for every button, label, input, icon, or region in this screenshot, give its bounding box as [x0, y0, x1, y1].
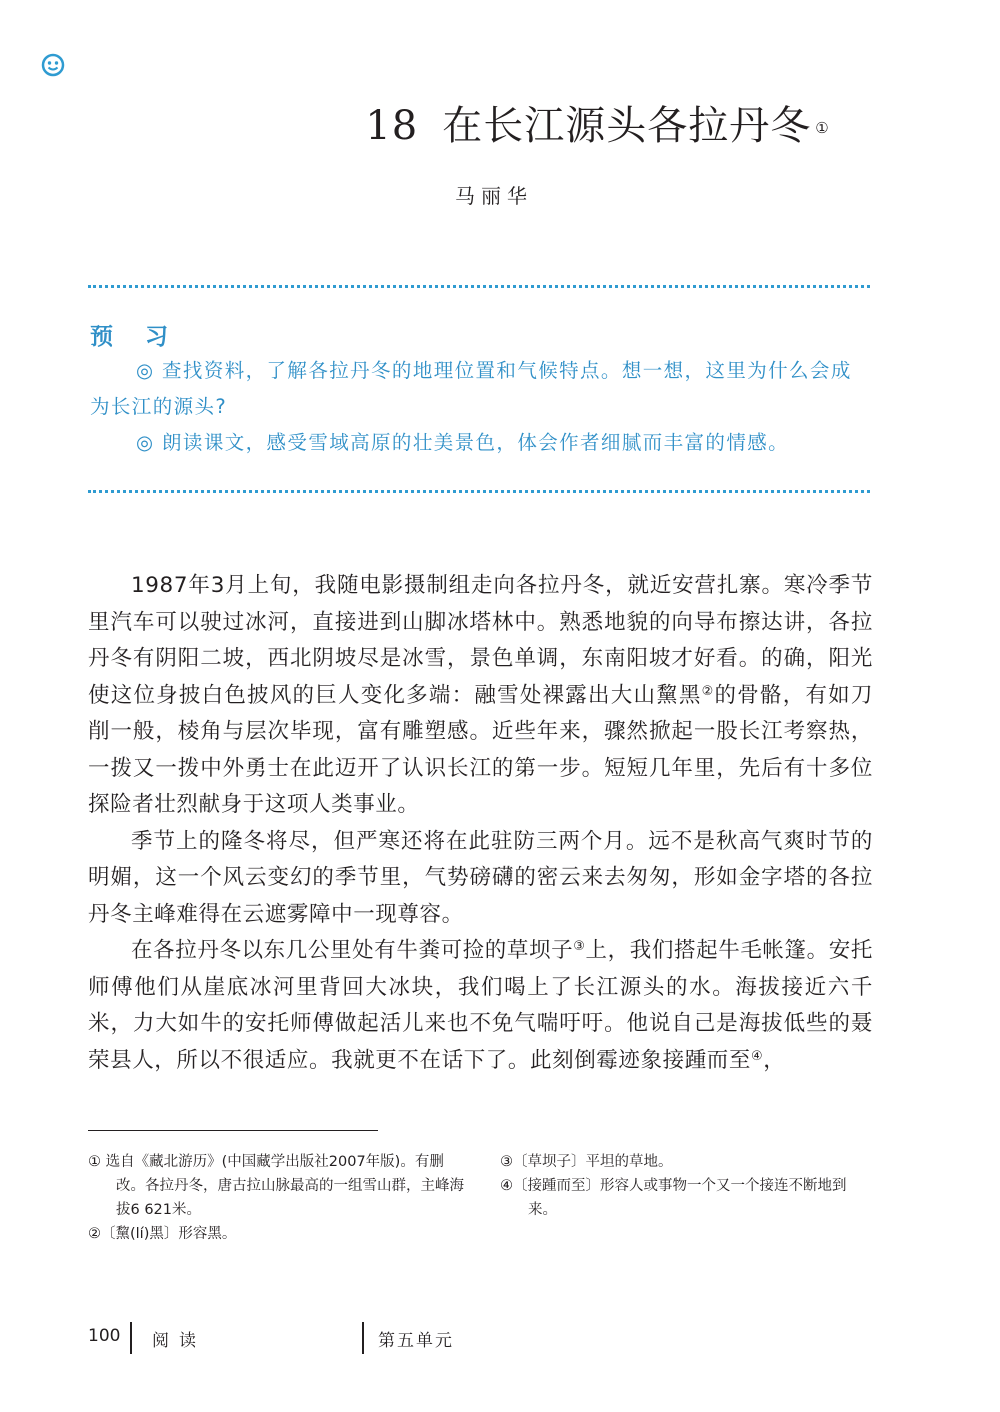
paragraph-text: 上，我们搭起牛毛帐篷。安托师傅他们从崖底冰河里背回大冰块，我们喝上了长江源头的水。海拔接近六千米，力大如牛的安托师傅做起活儿来也不免气喘吁吁。他说自己是海拔低些的聂荣县人，所以不很适应。我就更不在话下了。此刻倒霉迹象接踵而至: [88, 938, 873, 1073]
paragraph-text: 在各拉丹冬以东几公里处有牛粪可捡的草坝子: [131, 938, 574, 963]
preview-heading: 预 习: [90, 324, 181, 350]
page-number: 100: [88, 1326, 121, 1346]
preview-bottom-divider: [88, 490, 870, 493]
footer-separator: [130, 1322, 132, 1354]
footnotes-left: [88, 1150, 468, 1246]
preview-item: ◎ 朗读课文，感受雪域高原的壮美景色，体会作者细腻而丰富的情感。: [136, 431, 790, 454]
title-footnote-mark: ①: [815, 119, 830, 137]
footnote: ① 选自《藏北游历》(中国藏学出版社2007年版)。有删改。各拉丹冬，唐古拉山脉最高的一组雪山群，主峰海拔6 621米。: [88, 1154, 464, 1218]
smiley-face-icon: [41, 53, 65, 77]
lesson-title-text: 在长江源头各拉丹冬: [442, 103, 812, 149]
paragraph-text: 的骨骼，有如刀削一般，棱角与层次毕现，富有雕塑感。近些年来，骤然掀起一股长江考察热，一拨又一拨中外勇士在此迈开了认识长江的第一步。短短几年里，先后有十多位探险者壮烈献身于这项人类事业。: [88, 682, 873, 817]
paragraph: [88, 568, 873, 824]
paragraph-text: ，: [763, 1047, 786, 1073]
footnote: ④〔接踵而至〕形容人或事物一个又一个接连不断地到来。: [500, 1178, 847, 1218]
section-label: 阅读: [152, 1331, 206, 1351]
lesson-title: [0, 98, 1000, 154]
preview-item: ◎ 查找资料，了解各拉丹冬的地理位置和气候特点。想一想，这里为什么会成为长江的源头?: [90, 359, 852, 418]
footnote-mark: ④: [751, 1048, 764, 1064]
paragraph: 季节上的隆冬将尽，但严寒还将在此驻防三两个月。远不是秋高气爽时节的明媚，这一个风云变幻的季节里，气势磅礴的密云来去匆匆，形如金字塔的各拉丹冬主峰难得在云遮雾障中一现尊容。: [88, 828, 873, 927]
footnote-rule: [88, 1130, 378, 1131]
footnote: ②〔黧(lí)黑〕形容黑。: [88, 1226, 237, 1242]
footnote: ③〔草坝子〕平坦的草地。: [500, 1154, 673, 1170]
footnote-mark: ②: [701, 683, 715, 699]
footnote-mark: ③: [573, 939, 586, 954]
preview-top-divider: [88, 285, 870, 288]
footnotes-right: [500, 1150, 875, 1222]
unit-label: 第五单元: [378, 1331, 454, 1351]
paragraph-text: 1987年3月上旬，我随电影摄制组走向各拉丹冬，就近安营扎寨。寒冷季节里汽车可以驶过冰河，直接进到山脚冰塔林中。熟悉地貌的向导布擦达讲，各拉丹冬有阴阳二坡，西北阴坡尽是冰雪，景色单调，东南阳坡才好看。的确，阳光使这位身披白色披风的巨人变化多端：融雪处裸露出大山黧黑: [88, 573, 873, 708]
footer-separator: [362, 1322, 364, 1354]
paragraph: [88, 933, 873, 1079]
author-name: 马丽华: [455, 184, 533, 208]
article-body: [88, 568, 873, 1079]
lesson-number: 18: [365, 103, 419, 149]
